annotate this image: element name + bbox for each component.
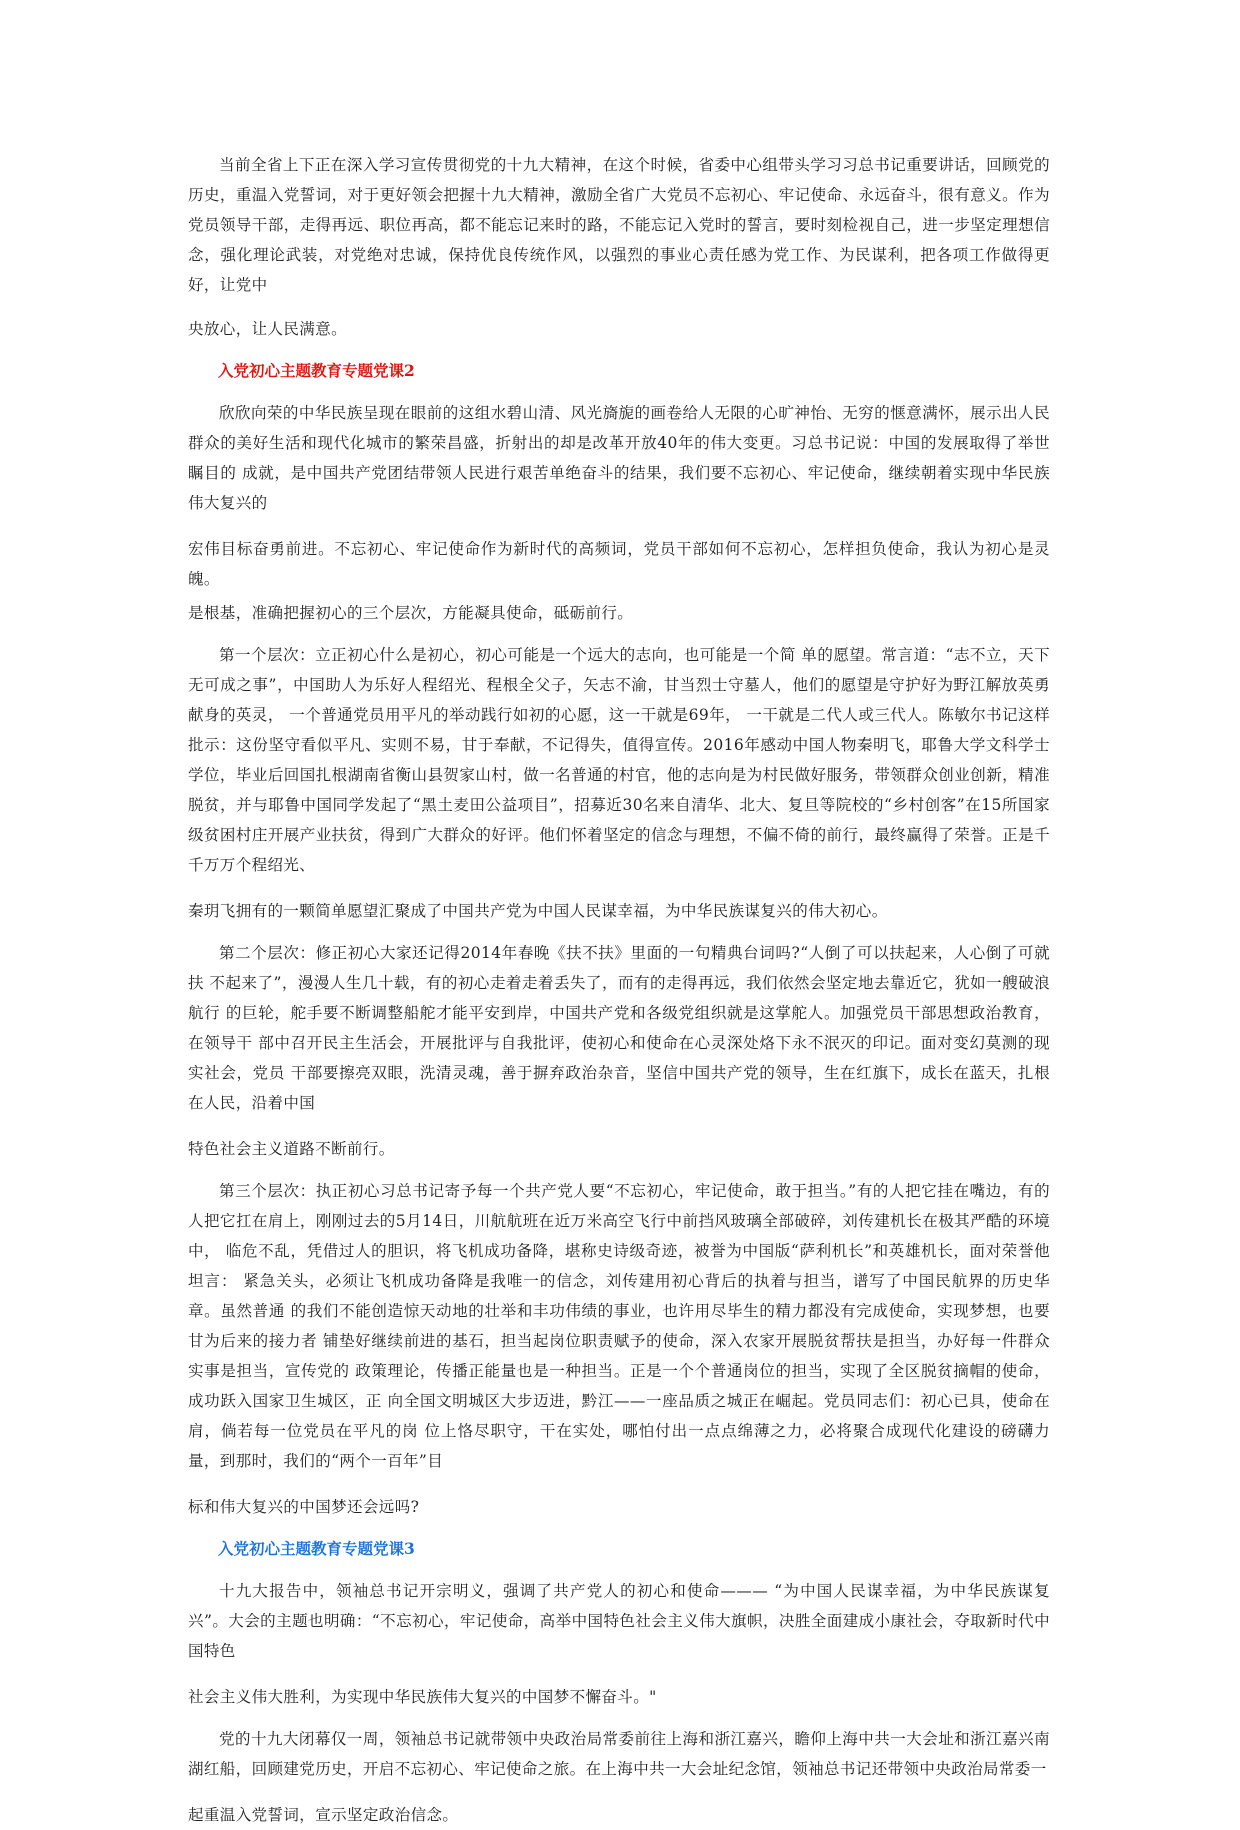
paragraph-continuation: 是根基，准确把握初心的三个层次，方能凝具使命，砥砺前行。 — [188, 604, 634, 622]
paragraph-continuation: 特色社会主义道路不断前行。 — [188, 1140, 395, 1158]
paragraph: 党的十九大闭幕仅一周，领袖总书记就带领中央政治局常委前往上海和浙江嘉兴，瞻仰上海中共一大会址和浙江嘉兴南湖红船，回顾建党历史，开启不忘初心、牢记使命之旅。在上海中共一大会址纪念馆，领袖总书记还带领中央政治局常委一 — [188, 1730, 1050, 1778]
paragraph-continuation: 社会主义伟大胜利，为实现中华民族伟大复兴的中国梦不懈奋斗。" — [188, 1688, 657, 1706]
paragraph: 第二个层次：修正初心大家还记得2014年春晚《扶不扶》里面的一句精典台词吗?“人倒了可以扶起来，人心倒了可就扶 不起来了”，漫漫人生几十载，有的初心走着走着丢失了，而有的走得再远，我们依然会坚定地去靠近它，犹如一艘破浪航行 的巨轮，舵手要不断调整船舵才能平安到岸，中国共产党和各级党组织就是这掌舵人。加强党员干部思想政治教育，在领导干 部中召开民主生活会，开展批评与自我批评，使初心和使命在心灵深处烙下永不泯灭的印记。面对变幻莫测的现实社会，党员 干部要擦亮双眼，洗清灵魂，善于摒弃政治杂音，坚信中国共产党的领导，生在红旗下，成长在蓝天，扎根在人民，沿着中国 — [188, 944, 1050, 1112]
paragraph-continuation: 起重温入党誓词，宣示坚定政治信念。 — [188, 1806, 459, 1824]
document-page — [188, 150, 1050, 1830]
paragraph-continuation: 宏伟目标奋勇前进。不忘初心、牢记使命作为新时代的高频词，党员干部如何不忘初心，怎样担负使命，我认为初心是灵魄。 — [188, 540, 1050, 588]
paragraph-continuation: 央放心，让人民满意。 — [188, 320, 348, 338]
paragraph: 第一个层次：立正初心什么是初心，初心可能是一个远大的志向，也可能是一个简 单的愿望。常言道：“志不立，天下无可成之事”，中国助人为乐好人程绍光、程根全父子，矢志不渝，甘当烈士守墓人，他们的愿望是守护好为野江解放英勇献身的英灵， 一个普通党员用平凡的举动践行如初的心愿，这一干就是69年， 一干就是二代人或三代人。陈敏尔书记这样批示：这份坚守看似平凡、实则不易，甘于奉献，不记得失，值得宣传。2016年感动中国人物秦明飞，耶鲁大学文科学士学位，毕业后回国扎根湖南省衡山县贺家山村，做一名普通的村官，他的志向是为村民做好服务，带领群众创业创新，精准脱贫，并与耶鲁中国同学发起了“黑土麦田公益项目”，招募近30名来自清华、北大、复旦等院校的“乡村创客”在15所国家级贫困村庄开展产业扶贫，得到广大群众的好评。他们怀着坚定的信念与理想，不偏不倚的前行，最终赢得了荣誉。正是千千万万个程绍光、 — [188, 646, 1050, 874]
section-heading: 入党初心主题教育专题党课3 — [218, 1539, 415, 1558]
paragraph: 十九大报告中，领袖总书记开宗明义，强调了共产党人的初心和使命——— “为中国人民谋幸福，为中华民族谋复兴”。大会的主题也明确：“不忘初心，牢记使命，高举中国特色社会主义伟大旗帜，决胜全面建成小康社会，夺取新时代中国特色 — [188, 1582, 1050, 1660]
paragraph-continuation: 秦玥飞拥有的一颗简单愿望汇聚成了中国共产党为中国人民谋幸福，为中华民族谋复兴的伟大初心。 — [188, 902, 888, 920]
paragraph: 欣欣向荣的中华民族呈现在眼前的这组水碧山清、风光旖旎的画卷给人无限的心旷神怡、无穷的惬意满怀，展示出人民群众的美好生活和现代化城市的繁荣昌盛，折射出的却是改革开放40年的伟大变更。习总书记说：中国的发展取得了举世瞩目的 成就，是中国共产党团结带领人民进行艰苦单绝奋斗的结果，我们要不忘初心、牢记使命，继续朝着实现中华民族伟大复兴的 — [188, 404, 1050, 512]
paragraph-continuation: 标和伟大复兴的中国梦还会远吗? — [188, 1498, 420, 1516]
paragraph: 当前全省上下正在深入学习宣传贯彻党的十九大精神，在这个时候，省委中心组带头学习习总书记重要讲话，回顾党的历史，重温入党誓词，对于更好领会把握十九大精神，激励全省广大党员不忘初心、牢记使命、永远奋斗，很有意义。作为党员领导干部，走得再远、职位再高，都不能忘记来时的路，不能忘记入党时的誓言，要时刻检视自己，进一步坚定理想信念，强化理论武装，对党绝对忠诚，保持优良传统作风，以强烈的事业心责任感为党工作、为民谋利，把各项工作做得更好，让党中 — [188, 156, 1050, 294]
section-heading: 入党初心主题教育专题党课2 — [218, 361, 415, 380]
paragraph: 第三个层次：执正初心习总书记寄予每一个共产党人要“不忘初心，牢记使命，敢于担当。”有的人把它挂在嘴边，有的人把它扛在肩上，刚刚过去的5月14日，川航航班在近万米高空飞行中前挡风玻璃全部破碎，刘传建机长在极其严酷的环境中， 临危不乱，凭借过人的胆识，将飞机成功备降，堪称史诗级奇迹，被誉为中国版“萨利机长”和英雄机长，面对荣誉他坦言： 紧急关头，必须让飞机成功备降是我唯一的信念，刘传建用初心背后的执着与担当，谱写了中国民航界的历史华章。虽然普通 的我们不能创造惊天动地的壮举和丰功伟绩的事业，也许用尽毕生的精力都没有完成使命，实现梦想，也要甘为后来的接力者 铺垫好继续前进的基石，担当起岗位职责赋予的使命，深入农家开展脱贫帮扶是担当，办好每一件群众实事是担当，宣传党的 政策理论，传播正能量也是一种担当。正是一个个普通岗位的担当，实现了全区脱贫摘帽的使命，成功跃入国家卫生城区，正 向全国文明城区大步迈进，黔江——一座品质之城正在崛起。党员同志们：初心已具，使命在肩，倘若每一位党员在平凡的岗 位上恪尽职守，干在实处，哪怕付出一点点绵薄之力，必将聚合成现代化建设的磅礴力量，到那时，我们的“两个一百年”目 — [188, 1182, 1050, 1470]
